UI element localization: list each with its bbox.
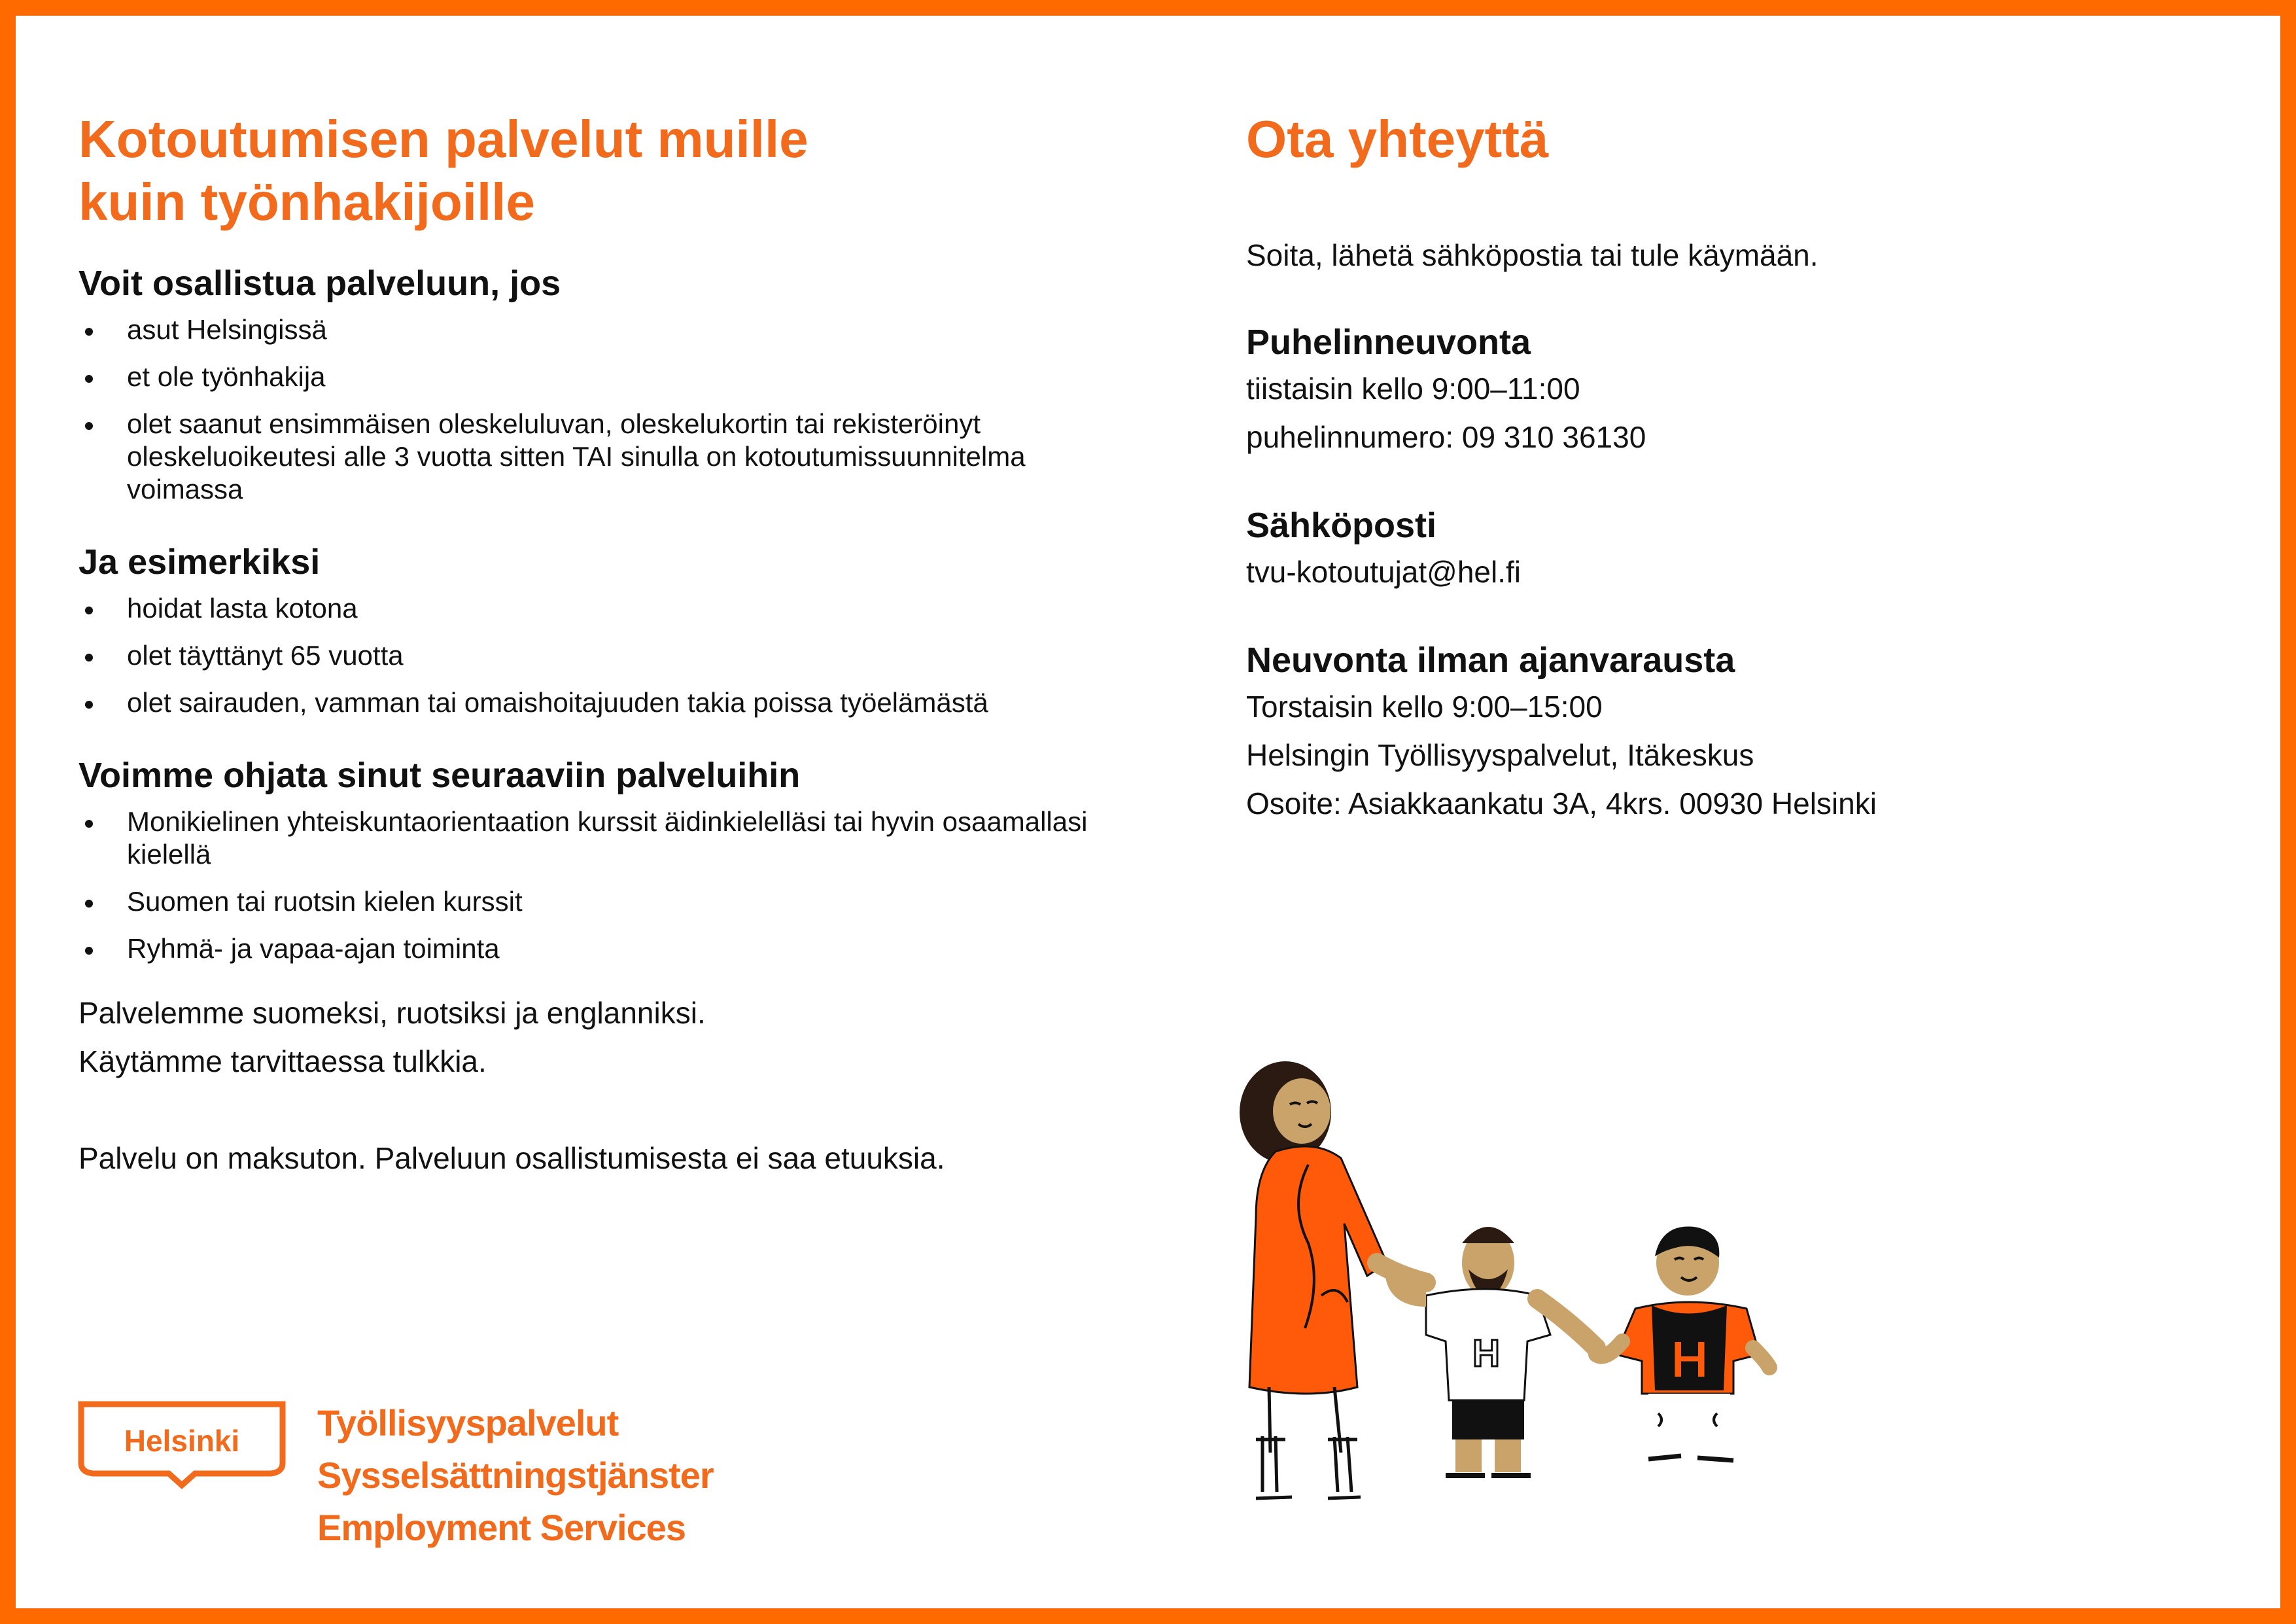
right-column — [1246, 108, 2195, 828]
family-illustration — [1230, 1047, 1832, 1518]
phone-hours: tiistaisin kello 9:00–11:00 — [1246, 372, 1580, 406]
brand-english: Employment Services — [317, 1507, 686, 1548]
email-address[interactable]: tvu-kotoutujat@hel.fi — [1246, 555, 1522, 589]
logo-text: Helsinki — [124, 1424, 240, 1458]
eligibility-heading: Voit osallistua palveluun, jos — [78, 264, 561, 303]
woman-figure — [1240, 1061, 1387, 1498]
free-service-note: Palvelu on maksuton. Palveluun osallistumisesta ei saa etuuksia. — [78, 1141, 945, 1175]
list-item: olet saanut ensimmäisen oleskeluluvan, oleskelukortin tai rekisteröinyt oleskeluoikeutesi alle 3 vuotta sitten TAI sinulla on kotoutumissuunnitelma voimassa — [78, 408, 1099, 506]
contact-title: Ota yhteyttä — [1246, 110, 1549, 168]
language-line-2: Käytämme tarvittaessa tulkkia. — [78, 1044, 487, 1078]
brand-block — [317, 1397, 714, 1554]
title-line-2: kuin työnhakijoille — [78, 173, 535, 231]
svg-text:H: H — [1472, 1332, 1500, 1375]
list-item: hoidat lasta kotona — [78, 592, 1099, 625]
contact-intro: Soita, lähetä sähköpostia tai tule käymään. — [1246, 238, 1818, 272]
language-line-1: Palvelemme suomeksi, ruotsiksi ja englanniksi. — [78, 996, 706, 1030]
examples-heading: Ja esimerkiksi — [78, 542, 321, 582]
brand-swedish: Sysselsättningstjänster — [317, 1455, 714, 1496]
list-item: olet sairauden, vamman tai omaishoitajuuden takia poissa työelämästä — [78, 686, 1099, 719]
examples-list — [78, 592, 1099, 719]
walkin-hours: Torstaisin kello 9:00–15:00 — [1246, 690, 1603, 724]
eligibility-list — [78, 313, 1099, 506]
services-list — [78, 805, 1099, 965]
page-title — [78, 108, 1099, 234]
phone-heading: Puhelinneuvonta — [1246, 323, 1531, 362]
walkin-address: Osoite: Asiakkaankatu 3A, 4krs. 00930 Helsinki — [1246, 786, 1877, 821]
walkin-place: Helsingin Työllisyyspalvelut, Itäkeskus — [1246, 738, 1754, 772]
list-item: Ryhmä- ja vapaa-ajan toiminta — [78, 932, 1099, 965]
services-heading: Voimme ohjata sinut seuraaviin palveluihin — [78, 756, 801, 795]
title-line-1: Kotoutumisen palvelut muille — [78, 110, 809, 168]
brand-finnish: Työllisyyspalvelut — [317, 1402, 619, 1443]
helsinki-logo — [77, 1400, 287, 1498]
walkin-heading: Neuvonta ilman ajanvarausta — [1246, 641, 1735, 680]
list-item: Suomen tai ruotsin kielen kurssit — [78, 885, 1099, 918]
list-item: Monikielinen yhteiskuntaorientaation kurssit äidinkielelläsi tai hyvin osaamallasi kielellä — [78, 805, 1099, 871]
email-heading: Sähköposti — [1246, 506, 1437, 545]
helsinki-crest-icon — [77, 1400, 287, 1498]
left-column — [78, 108, 1099, 1182]
list-item: asut Helsingissä — [78, 313, 1099, 346]
svg-text:H: H — [1671, 1330, 1709, 1388]
phone-number[interactable]: puhelinnumero: 09 310 36130 — [1246, 420, 1646, 454]
list-item: et ole työnhakija — [78, 361, 1099, 393]
man-figure — [1377, 1227, 1596, 1475]
child-figure — [1596, 1227, 1769, 1460]
list-item: olet täyttänyt 65 vuotta — [78, 639, 1099, 672]
